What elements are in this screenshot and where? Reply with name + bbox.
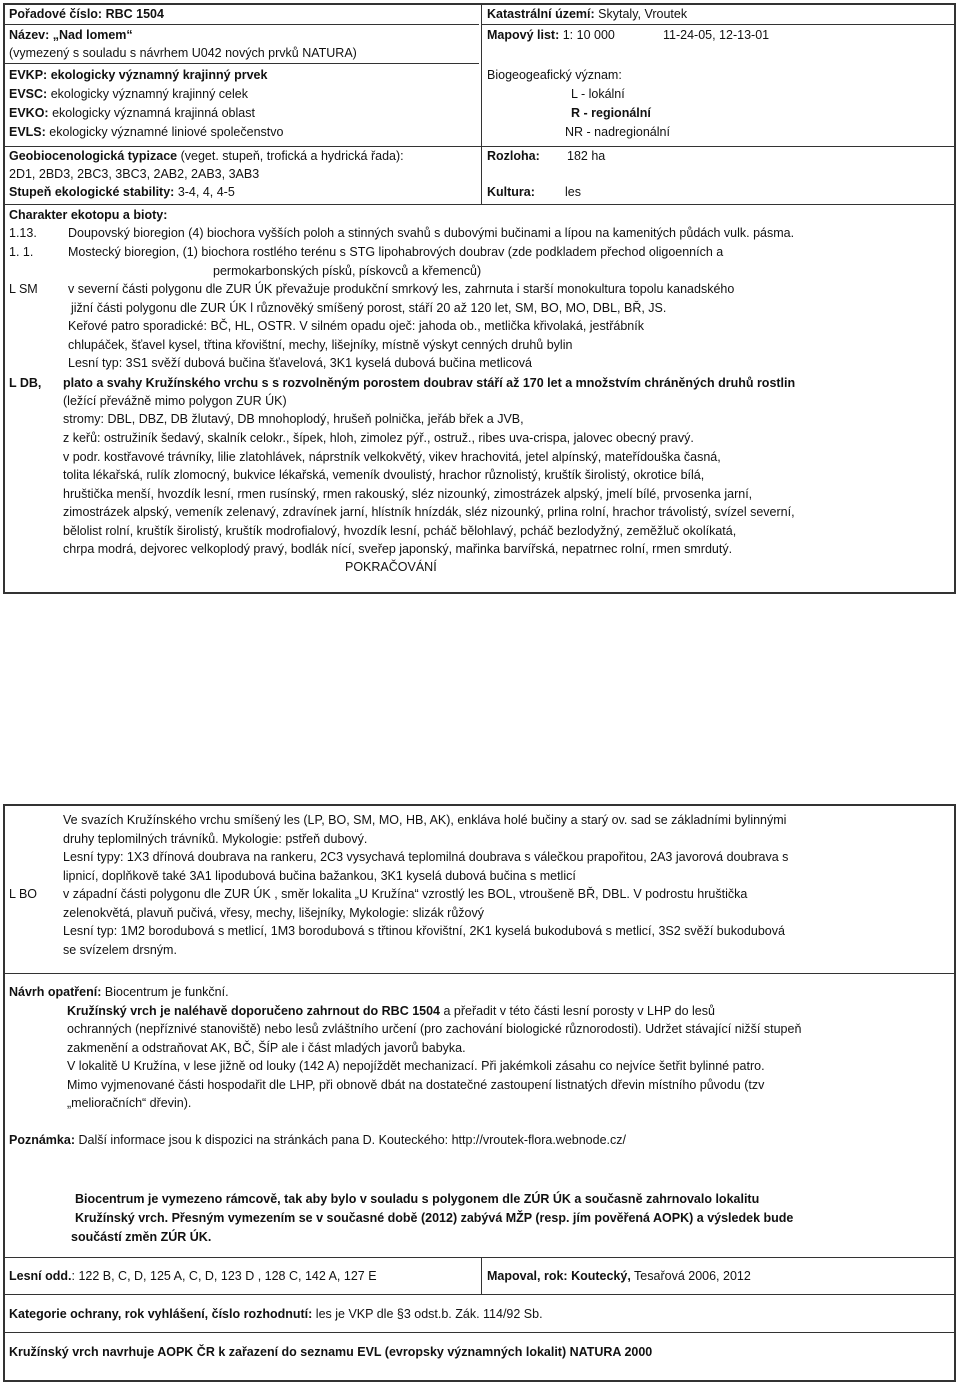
evsc-row [9,85,248,103]
mapovy-value: 1: 10 000 [562,28,615,42]
rozloha-value: 182 ha [567,149,606,163]
mapoval-row [487,1267,751,1285]
db-line: hruštička menší, hvozdík lesní, rmen rusínský, rmen rakouský, sléz nizounký, zimostrázek alpský, jmelí bílé, prvosenka jarní, [63,487,753,501]
evko-row [9,104,255,122]
sm-line: chlupáček, šťavel kysel, třtina křovištní, mechy, lišejníky, místně výskyt cenných druhů bylin [68,338,573,352]
db-bold-text: plato a svahy Kružínského vrchu s s rozvolněným porostem doubrav stáří až 170 let a množstvím chráněných druhů rostlin [63,376,796,390]
kultura-value: les [565,185,581,199]
navrh-line: „melioračních“ dřevin). [67,1096,192,1110]
navrh-line-1-bold: Kružínský vrch je naléhavě doporučeno zahrnout do RBC 1504 [67,1004,441,1018]
biocentrum-line: Biocentrum je vymezeno rámcově, tak aby bylo v souladu s polygonem dle ZÚR ÚK a současně zahrnovalo lokalitu [75,1192,760,1206]
sm-line: v severní části polygonu dle ZUR ÚK převažuje produkční smrkový les, zahrnuta i starší monokultura topolu kanadského [68,282,735,296]
bioregion-2-text-cont: permokarbonských písků, pískovců a křemenců) [213,264,482,278]
continuation-box [3,804,956,1382]
lesni-column-divider [481,1257,482,1294]
natura-note: Kružínský vrch navrhuje AOPK ČR k zařazení do seznamu EVL (evropsky významných lokalit) NATURA 2000 [9,1345,653,1359]
bo-line: Lesní typ: 1M2 borodubová s metlicí, 1M3 borodubová s třtinou křovištní, 2K1 kyselá bukodubová s metlicí, 3S2 svěží bukodubová [63,924,785,938]
kategorie-label: Kategorie ochrany, rok vyhlášení, číslo rozhodnutí: [9,1307,313,1321]
geobio-value: 2D1, 2BD3, 2BC3, 3BC3, 2AB2, 2AB3, 3AB3 [9,167,260,181]
biogeo-label: Biogeogeafický význam: [487,68,622,82]
navrh-row [9,983,229,1001]
biocentrum-line: součástí změn ZÚR ÚK. [71,1230,212,1244]
evsc-value: ekologicky významný krajinný celek [50,87,248,101]
mapovy-field [487,26,615,44]
navrh-line-1-rest: a přeřadit v této části lesní porosty v LHP do lesů [440,1004,715,1018]
bo-bottom-divider [5,973,954,974]
bo-line: v západní části polygonu dle ZUR ÚK , směr lokalita „U Kružína“ vzrostlý les BOL, vtroušeně BŘ, DBL. V podrostu hruštička [63,887,748,901]
kategorie-bottom-divider [5,1332,954,1333]
bioregion-1-text: Doupovský bioregion (4) biochora vyšších poloh a stinných svahů s dubovými bučinami a lípou na kamenitých půdách vulk. pásma. [68,226,795,240]
mapoval-rest: Tesařová 2006, 2012 [630,1269,751,1283]
poznamka-bottom-divider [5,1257,954,1258]
nazev-value: „Nad lomem“ [52,28,133,42]
main-record-box [3,3,956,594]
navrh-line: V lokalitě U Kružína, v lese jižně od louky (142 A) nepojíždět mechanizací. Při jakémkoli zásahu co nejvíce šetřit bylinné patro. [67,1059,765,1073]
db-line: chrpa modrá, dejvorec velkoplodý pravý, bodlák nící, sveřep japonský, mařinka barvířská, nepatrnec rolní, rmen smrdutý. [63,542,733,556]
evls-row [9,123,283,141]
evko-value: ekologicky významná krajinná oblast [52,106,255,120]
bioregion-1-code: 1.13. [9,226,37,240]
stupen-label: Stupeň ekologické stability: [9,185,175,199]
charakter-heading: Charakter ekotopu a bioty: [9,208,168,222]
db-line: (ležící převážně mimo polygon ZUR ÚK) [63,394,287,408]
charakter-top-divider [5,204,954,205]
navrh-line: ochranných (nepříznivé stanoviště) nebo lesů zvláštního určení (pro zachování biologické různorodosti). Udržet stávající nižší stupeň [67,1022,802,1036]
lesni-odd-row [9,1267,377,1285]
evko-label: EVKO: [9,106,49,120]
stupen-value: 3-4, 4, 4-5 [177,185,235,199]
navrh-value: Biocentrum je funkční. [104,985,229,999]
lesni-odd-value: : 122 B, C, D, 125 A, C, D, 123 D , 128 C, 142 A, 127 E [71,1269,377,1283]
bioregion-2-code: 1. 1. [9,245,34,259]
db-line: v podr. kostřavové trávníky, lilie zlatohlávek, náprstník velkokvětý, vikev hrachovitá, jetel alpínský, mateřídouška časná, [63,450,721,464]
bo-line: lipnicí, doplňkově také 3A1 lipodubová bučina bažankou, 3K1 kyselá dubová bučina s metlicí [63,869,576,883]
sm-line: Lesní typ: 3S1 svěží dubová bučina šťavelová, 3K1 kyselá dubová bučina metlicová [68,356,532,370]
geobio-row [9,147,404,165]
evkp-label: EVKP: [9,68,48,82]
bo-line: Ve svazích Kružínského vrchu smíšený les (LP, BO, SM, MO, HB, AK), enkláva holé bučiny a starý ov. sad se základními bylinnými [63,813,787,827]
lesni-bottom-divider [5,1294,954,1295]
navrh-line-1 [67,1002,715,1020]
navrh-line: Mimo vyjmenované části hospodařit dle LHP, při obnově dbát na dostatečné zastoupení listnatých dřevin místního původu (tzv [67,1078,765,1092]
header-column-divider [481,5,482,204]
poznamka-row [9,1131,626,1149]
nazev-label: Název: [9,28,50,42]
evls-value: ekologicky významné liniové společenstvo [49,125,284,139]
bo-line: druhy teplomilných trávníků. Mykologie: pstřeň dubový. [63,832,368,846]
evkp-value: ekologicky významný krajinný prvek [50,68,268,82]
stupen-row [9,183,235,201]
navrh-line: zakmenění a odstraňovat AK, BČ, ŠÍP ale i část mladých javorů babyka. [67,1041,466,1055]
evls-label: EVLS: [9,125,46,139]
mapovy-sheets: 11-24-05, 12-13-01 [663,28,770,42]
vymezeny-note: (vymezený s souladu s návrhem U042 nových prvků NATURA) [9,46,357,60]
db-line: tolita lékařská, rulík zlomocný, bukvice lékařská, vemeník dvoulistý, hrachor různolistý, kruštík širolistý, okrotice bílá, [63,468,705,482]
sm-code: L SM [9,282,38,296]
bioregion-2-text: Mostecký bioregion, (1) biochora rostlého terénu s STG lipohabrových doubrav (zde podkladem přechod oligoenních a [68,245,724,259]
rbc-value: RBC 1504 [105,7,164,21]
ku-field [487,5,687,23]
evkp-row [9,66,267,84]
mapovy-label: Mapový list: [487,28,560,42]
navrh-label: Návrh opatření: [9,985,102,999]
biogeo-nadregional: NR - nadregionální [565,125,670,139]
nazev-field [9,26,133,44]
kultura-label: Kultura: [487,185,535,199]
rozloha-label: Rozloha: [487,149,540,163]
mapoval-author: Koutecký, [571,1269,631,1283]
db-line: zimostrázek alpský, vemeník zelenavý, zdravínek jarní, hlístník hnízdák, sléz nizounký, prlina rolní, hrachor trávolistý, svízel severní, [63,505,795,519]
mapoval-label: Mapoval, rok: [487,1269,568,1283]
poznamka-label: Poznámka: [9,1133,75,1147]
header-divider-right [481,24,954,25]
biocentrum-line: Kružínský vrch. Přesným vymezením se v současné době (2012) zabývá MŽP (resp. jím pověřená AOPK) a výsledek bude [75,1211,794,1225]
bo-line: zelenokvětá, plavuň pučivá, vřesy, mechy, lišejníky, Mykologie: slizák růžový [63,906,485,920]
sm-line: jižní části polygonu dle ZUR ÚK l různověký smíšený porost, stáří 20 až 120 let, SM, BO, MO, DBL, BŘ, JS. [71,301,667,315]
rbc-label: Pořadové číslo: [9,7,103,21]
ku-label: Katastrální území: [487,7,595,21]
db-line: stromy: DBL, DBZ, DB žlutavý, DB mnohoplodý, hrušeň polnička, jeřáb břek a JVB, [63,412,524,426]
sm-line: Keřové patro sporadické: BČ, HL, OSTR. V silném opadu oječ: jahoda ob., metlička křivolaká, jestřábník [68,319,644,333]
db-line: bělolist rolní, kruštík širolistý, kruštík modrofialový, hvozdík lesní, pcháč bělohlavý, pcháč bezlodyžný, zeměžluč okolíkatá, [63,524,737,538]
bo-code: L BO [9,887,38,901]
poznamka-value: Další informace jsou k dispozici na stránkách pana D. Kouteckého: http://vroutek-flora.webnode.cz/ [78,1133,626,1147]
biogeo-local: L - lokální [571,87,625,101]
geobio-note: (veget. stupeň, trofická a hydrická řada): [180,149,404,163]
lesni-odd-label: Lesní odd. [9,1269,72,1283]
db-code: L DB, [9,376,42,390]
kategorie-value: les je VKP dle §3 odst.b. Zák. 114/92 Sb. [315,1307,543,1321]
biogeo-regional: R - regionální [571,106,651,120]
rbc-field [9,5,164,23]
bo-line: se svízelem drsným. [63,943,177,957]
geobio-label: Geobiocenologická typizace [9,149,178,163]
ku-value: Skytaly, Vroutek [598,7,688,21]
bo-line: Lesní typy: 1X3 dřínová doubrava na rankeru, 2C3 vysychavá teplomilná doubrava s válečkou prapořitou, 2A3 javorová doubrava s [63,850,789,864]
evkp-top-divider [5,63,479,64]
evsc-label: EVSC: [9,87,48,101]
header-divider [5,24,479,25]
kategorie-row [9,1305,543,1323]
db-line: z keřů: ostružiník šedavý, skalník celokr., šípek, hloh, zimolez pýř., ostruž., ribes uva-crispa, jalovec obecný pravý. [63,431,694,445]
pokracovani-label: POKRAČOVÁNÍ [345,560,437,574]
